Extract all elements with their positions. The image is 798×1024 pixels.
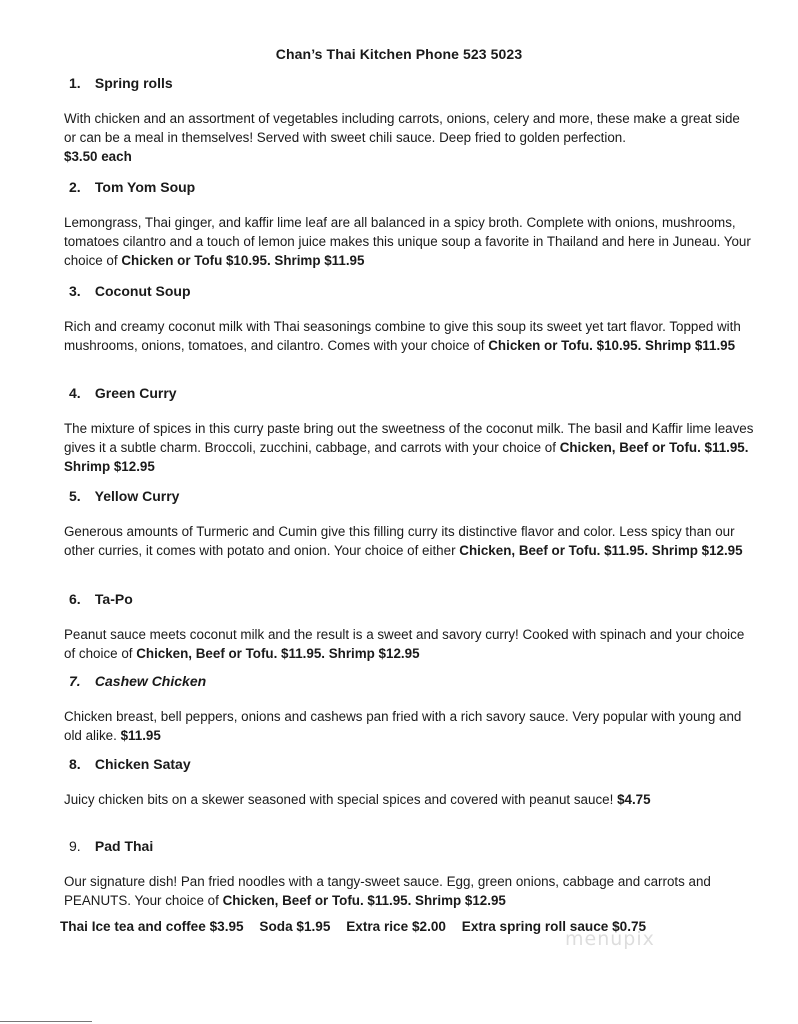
item-desc-text: Generous amounts of Turmeric and Cumin give this filling curry its distinctive flavor and color. Less spicy than our other curries, it comes with potato and onion. Your choice of either [64, 524, 735, 558]
menu-item-ta-po [64, 591, 754, 663]
item-price: Chicken, Beef or Tofu. $11.95. Shrimp $12.95 [136, 646, 420, 661]
item-price: Chicken or Tofu $10.95. Shrimp $11.95 [121, 253, 365, 268]
menu-item-yellow-curry [64, 488, 754, 560]
item-description [64, 109, 754, 166]
item-price: Chicken, Beef or Tofu. $11.95. Shrimp $12.95 [459, 543, 743, 558]
item-description [64, 522, 754, 560]
item-heading [69, 283, 754, 299]
item-heading [69, 756, 754, 772]
item-price: Chicken, Beef or Tofu. $11.95. Shrimp $12.95 [64, 440, 749, 474]
extra-thai-tea: Thai Ice tea and coffee $3.95 [60, 919, 244, 934]
item-number: 2. [69, 179, 81, 195]
item-desc-text: With chicken and an assortment of vegetables including carrots, onions, celery and more, these make a great side or can be a meal in themselves! Served with sweet chili sauce. Deep fried to golden perfection. [64, 111, 740, 145]
extra-spring-roll-sauce: Extra spring roll sauce $0.75 [461, 919, 647, 934]
menu-item-pad-thai [64, 838, 754, 910]
menu-item-coconut-soup [64, 283, 754, 355]
extra-soda: Soda $1.95 [259, 919, 331, 934]
item-price: $4.75 [617, 792, 651, 807]
item-description [64, 872, 754, 910]
menu-item-cashew-chicken [64, 673, 754, 745]
item-number: 5. [69, 488, 81, 504]
item-heading [69, 488, 754, 504]
item-heading [69, 179, 754, 195]
item-heading [69, 838, 754, 854]
item-description [64, 707, 754, 745]
item-description [64, 317, 754, 355]
item-description [64, 625, 754, 663]
item-description [64, 790, 754, 809]
item-desc-text: Chicken breast, bell peppers, onions and cashews pan fried with a rich savory sauce. Very popular with young and old alike. [64, 709, 742, 743]
scan-edge-line [0, 1021, 92, 1022]
item-number: 1. [69, 75, 81, 91]
item-name: Ta-Po [94, 591, 133, 607]
item-desc-text: Juicy chicken bits on a skewer seasoned with special spices and covered with peanut sauce! [64, 792, 614, 807]
item-desc-text: Peanut sauce meets coconut milk and the result is a sweet and savory curry! Cooked with spinach and your choice of choice of [64, 627, 745, 661]
item-name: Tom Yom Soup [94, 179, 196, 195]
menu-item-spring-rolls [64, 75, 754, 166]
item-price: $11.95 [120, 728, 161, 743]
item-desc-text: Our signature dish! Pan fried noodles with a tangy-sweet sauce. Egg, green onions, cabbage and carrots and PEANUTS. Your choice of [64, 874, 711, 908]
item-name: Coconut Soup [94, 283, 191, 299]
item-name: Pad Thai [94, 838, 154, 854]
item-heading [69, 673, 754, 689]
item-name: Yellow Curry [94, 488, 180, 504]
item-price: $3.50 each [64, 149, 132, 164]
item-number: 6. [69, 591, 81, 607]
item-name: Green Curry [94, 385, 177, 401]
menu-item-green-curry [64, 385, 754, 476]
item-desc-text: The mixture of spices in this curry paste bring out the sweetness of the coconut milk. The basil and Kaffir lime leaves gives it a subtle charm. Broccoli, zucchini, cabbage, and carrots with your choice of [64, 421, 754, 455]
menu-item-chicken-satay [64, 756, 754, 809]
item-number: 3. [69, 283, 81, 299]
item-number: 4. [69, 385, 81, 401]
item-name: Spring rolls [94, 75, 173, 91]
extras-line [60, 919, 760, 934]
item-heading [69, 591, 754, 607]
watermark: menupix [565, 928, 655, 950]
item-price: Chicken, Beef or Tofu. $11.95. Shrimp $12.95 [222, 893, 506, 908]
item-price: Chicken or Tofu. $10.95. Shrimp $11.95 [488, 338, 736, 353]
item-heading [69, 385, 754, 401]
item-name: Cashew Chicken [94, 673, 207, 689]
menu-item-tom-yom-soup [64, 179, 754, 270]
item-number: 9. [69, 838, 81, 854]
page-title: Chan’s Thai Kitchen Phone 523 5023 [275, 46, 523, 62]
item-description [64, 419, 754, 476]
extra-rice: Extra rice $2.00 [346, 919, 446, 934]
item-number: 7. [69, 673, 81, 689]
item-description [64, 213, 754, 270]
item-desc-text: Lemongrass, Thai ginger, and kaffir lime leaf are all balanced in a spicy broth. Complete with onions, mushrooms, tomatoes cilantro and a touch of lemon juice makes this unique soup a favorite in Thailand and here in Juneau. Your choice of [64, 215, 751, 268]
item-name: Chicken Satay [94, 756, 191, 772]
item-heading [69, 75, 754, 91]
item-number: 8. [69, 756, 81, 772]
item-desc-text: Rich and creamy coconut milk with Thai seasonings combine to give this soup its sweet yet tart flavor. Topped with mushrooms, onions, tomatoes, and cilantro. Comes with your choice of [64, 319, 741, 353]
